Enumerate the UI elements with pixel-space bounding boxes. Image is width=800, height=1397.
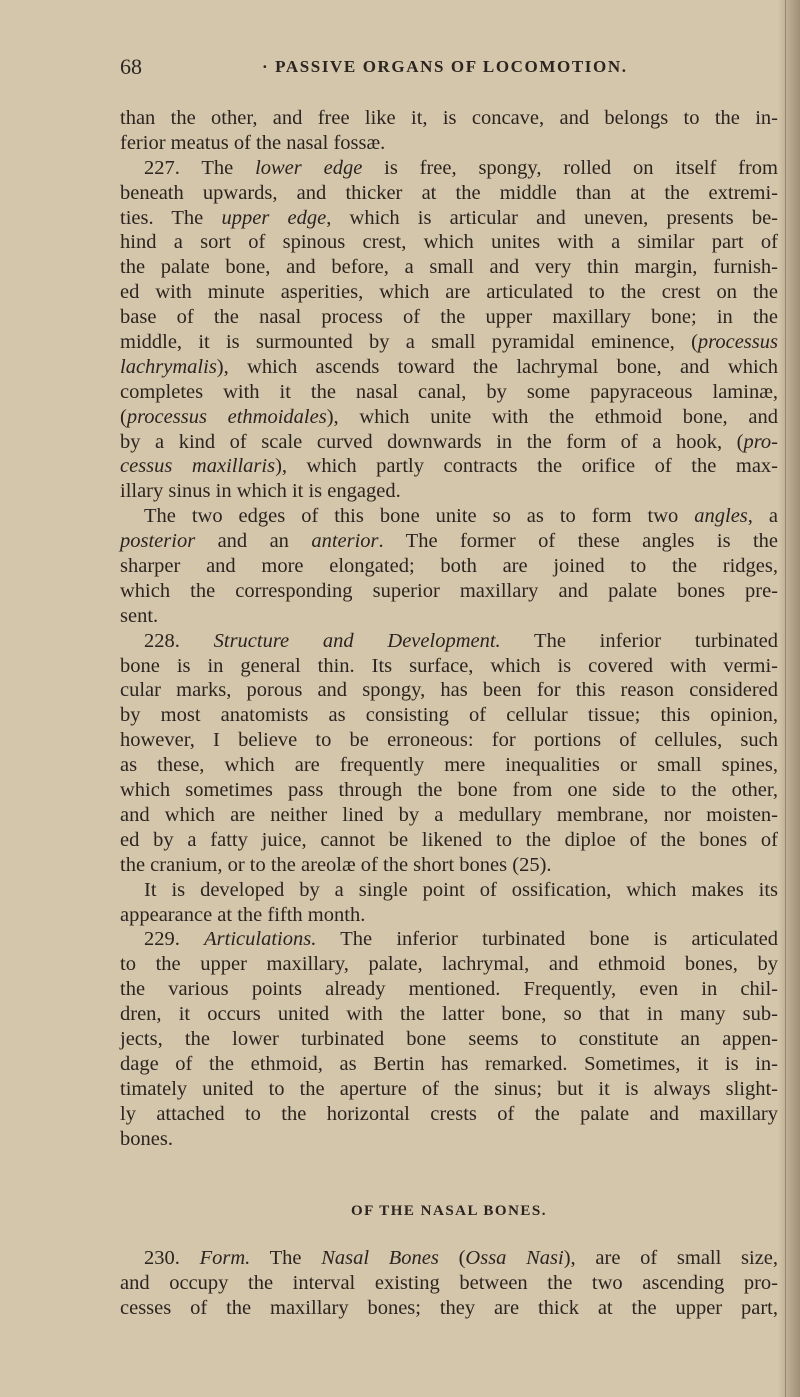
italic-text: upper edge — [221, 206, 327, 229]
text-line — [120, 803, 778, 828]
text-run: to the upper maxillary, palate, lachrymal, and ethmoid bones, by — [120, 953, 778, 976]
text-run: sharper and more elongated; both are joined to the ridges, — [120, 555, 778, 578]
text-run: 228. — [144, 629, 214, 652]
paragraph — [120, 629, 778, 878]
text-run: by most anatomists as consisting of cellular tissue; this opinion, — [120, 704, 778, 727]
paragraph — [120, 504, 778, 628]
text-line — [120, 579, 778, 604]
italic-text: Structure and Development. — [213, 629, 501, 652]
text-run: bone is in general thin. Its surface, which is covered with vermi- — [120, 654, 778, 677]
text-line — [120, 504, 778, 529]
text-run: is free, spongy, rolled on itself from — [362, 156, 778, 179]
body-text — [120, 106, 778, 1151]
text-line — [120, 380, 778, 405]
text-line — [120, 405, 778, 430]
text-run: . The former of these angles is the — [378, 530, 778, 553]
text-line — [120, 728, 778, 753]
text-line — [120, 629, 778, 654]
italic-text: cessus maxillaris — [120, 455, 276, 478]
text-line — [120, 156, 778, 181]
text-run: timately united to the aperture of the sinus; but it is always slight- — [120, 1077, 778, 1100]
text-line — [120, 853, 778, 878]
italic-text: Nasal Bones — [321, 1247, 439, 1269]
text-line — [120, 977, 778, 1002]
text-run: ), which ascends toward the lachrymal bone, and which — [216, 355, 778, 378]
text-run: The two edges of this bone unite so as to form two — [144, 505, 695, 528]
text-line — [120, 355, 778, 380]
page-header — [120, 54, 778, 80]
text-run: which the corresponding superior maxillary and palate bones pre- — [120, 579, 778, 602]
text-run: ), which unite with the ethmoid bone, and — [326, 405, 778, 428]
text-line — [120, 206, 778, 231]
text-line — [120, 1271, 778, 1296]
page-edge — [785, 0, 786, 1397]
section-body-text — [120, 1246, 778, 1321]
text-run: the various points already mentioned. Frequently, even in chil- — [120, 978, 778, 1001]
text-run: appearance at the fifth month. — [120, 903, 366, 926]
text-line — [120, 778, 778, 803]
text-line — [120, 604, 778, 629]
italic-text: angles — [694, 505, 748, 528]
text-line — [120, 878, 778, 903]
text-line — [120, 903, 778, 928]
text-run: however, I believe to be erroneous: for portions of cellules, such — [120, 729, 778, 752]
text-run: than the other, and free like it, is concave, and belongs to the in- — [120, 107, 778, 129]
text-line — [120, 106, 778, 131]
italic-text: Articulations. — [204, 928, 317, 951]
text-line — [120, 330, 778, 355]
italic-text: Ossa Nasi — [465, 1247, 564, 1269]
text-run: illary sinus in which it is engaged. — [120, 480, 401, 503]
text-run: the palate bone, and before, a small and very thin margin, furnish- — [120, 256, 778, 279]
page-gutter-shadow — [778, 0, 800, 1397]
paragraph — [120, 878, 778, 928]
text-run: jects, the lower turbinated bone seems to constitute an appen- — [120, 1027, 778, 1050]
text-line — [120, 255, 778, 280]
text-line — [120, 305, 778, 330]
text-run: ties. The — [120, 206, 222, 229]
text-run: , a — [747, 505, 778, 528]
text-run: ed by a fatty juice, cannot be likened to the diploe of the bones of — [120, 828, 778, 851]
text-line — [120, 1002, 778, 1027]
text-line — [120, 703, 778, 728]
text-run: sent. — [120, 604, 159, 627]
text-line — [120, 828, 778, 853]
italic-text: Form. — [199, 1247, 251, 1269]
text-run: and occupy the interval existing between the two ascending pro- — [120, 1271, 778, 1294]
text-run: base of the nasal process of the upper maxillary bone; in the — [120, 306, 778, 329]
text-line — [120, 753, 778, 778]
text-line — [120, 479, 778, 504]
italic-text: lachrymalis — [120, 355, 217, 378]
text-run: ed with minute asperities, which are articulated to the crest on the — [120, 281, 778, 304]
text-line — [120, 181, 778, 206]
italic-text: processus — [697, 331, 778, 354]
text-line — [120, 927, 778, 952]
text-run: dren, it occurs united with the latter bone, so that in many sub- — [120, 1003, 778, 1026]
text-line — [120, 529, 778, 554]
text-run: bones. — [120, 1127, 173, 1150]
text-line — [120, 678, 778, 703]
text-line — [120, 1102, 778, 1127]
text-line — [120, 1127, 778, 1152]
text-line — [120, 280, 778, 305]
text-run: ( — [120, 405, 127, 428]
italic-text: pro- — [743, 430, 778, 453]
text-line — [120, 952, 778, 977]
text-run: which sometimes pass through the bone from one side to the other, — [120, 779, 778, 802]
text-run: 230. — [144, 1247, 200, 1269]
text-run: ly attached to the horizontal crests of the palate and maxillary — [120, 1102, 778, 1125]
running-title: · PASSIVE ORGANS OF LOCOMOTION. — [262, 57, 628, 76]
text-run: completes with it the nasal canal, by some papyraceous laminæ, — [120, 380, 778, 403]
text-run: ferior meatus of the nasal fossæ. — [120, 131, 386, 154]
text-run: hind a sort of spinous crest, which unites with a similar part of — [120, 231, 778, 254]
text-line — [120, 430, 778, 455]
text-line — [120, 554, 778, 579]
text-run: cular marks, porous and spongy, has been for this reason considered — [120, 679, 778, 702]
text-run: It is developed by a single point of ossification, which makes its — [144, 878, 778, 901]
text-run: The — [250, 1247, 322, 1269]
text-line — [120, 131, 778, 156]
text-run: dage of the ethmoid, as Bertin has remarked. Sometimes, it is in- — [120, 1052, 778, 1075]
text-run: The inferior turbinated — [500, 629, 778, 652]
text-run: by a kind of scale curved downwards in the form of a hook, ( — [120, 430, 744, 453]
italic-text: processus ethmoidales — [126, 405, 327, 428]
text-run: ( — [438, 1247, 466, 1269]
paragraph — [120, 156, 778, 504]
text-run: and which are neither lined by a medullary membrane, nor moisten- — [120, 803, 778, 826]
text-run: beneath upwards, and thicker at the middle than at the extremi- — [120, 181, 778, 204]
text-line — [120, 230, 778, 255]
text-line — [120, 454, 778, 479]
page-number: 68 — [120, 54, 142, 79]
text-run: The inferior turbinated bone is articulated — [316, 928, 779, 951]
text-run: cesses of the maxillary bones; they are thick at the upper part, — [120, 1296, 778, 1319]
text-line — [120, 1246, 778, 1271]
text-run: and an — [195, 530, 312, 553]
text-run: 229. — [144, 928, 205, 951]
italic-text: anterior — [311, 530, 379, 553]
italic-text: posterior — [120, 530, 196, 553]
text-run: ), which partly contracts the orifice of the max- — [275, 455, 778, 478]
text-line — [120, 1027, 778, 1052]
text-run: as these, which are frequently mere inequalities or small spines, — [120, 754, 778, 777]
italic-text: lower edge — [255, 156, 363, 179]
text-run: middle, it is surmounted by a small pyramidal eminence, ( — [120, 331, 698, 354]
text-run: the cranium, or to the areolæ of the short bones (25). — [120, 853, 552, 876]
section-heading: OF THE NASAL BONES. — [350, 1203, 548, 1219]
paragraph — [120, 1246, 778, 1321]
text-line — [120, 1077, 778, 1102]
paragraph — [120, 106, 778, 156]
text-run: ), are of small size, — [563, 1247, 779, 1269]
paragraph — [120, 927, 778, 1151]
text-run: , which is articular and uneven, presents be- — [326, 206, 778, 229]
text-run: 227. The — [144, 156, 256, 179]
text-line — [120, 654, 778, 679]
text-line — [120, 1052, 778, 1077]
text-line — [120, 1296, 778, 1321]
